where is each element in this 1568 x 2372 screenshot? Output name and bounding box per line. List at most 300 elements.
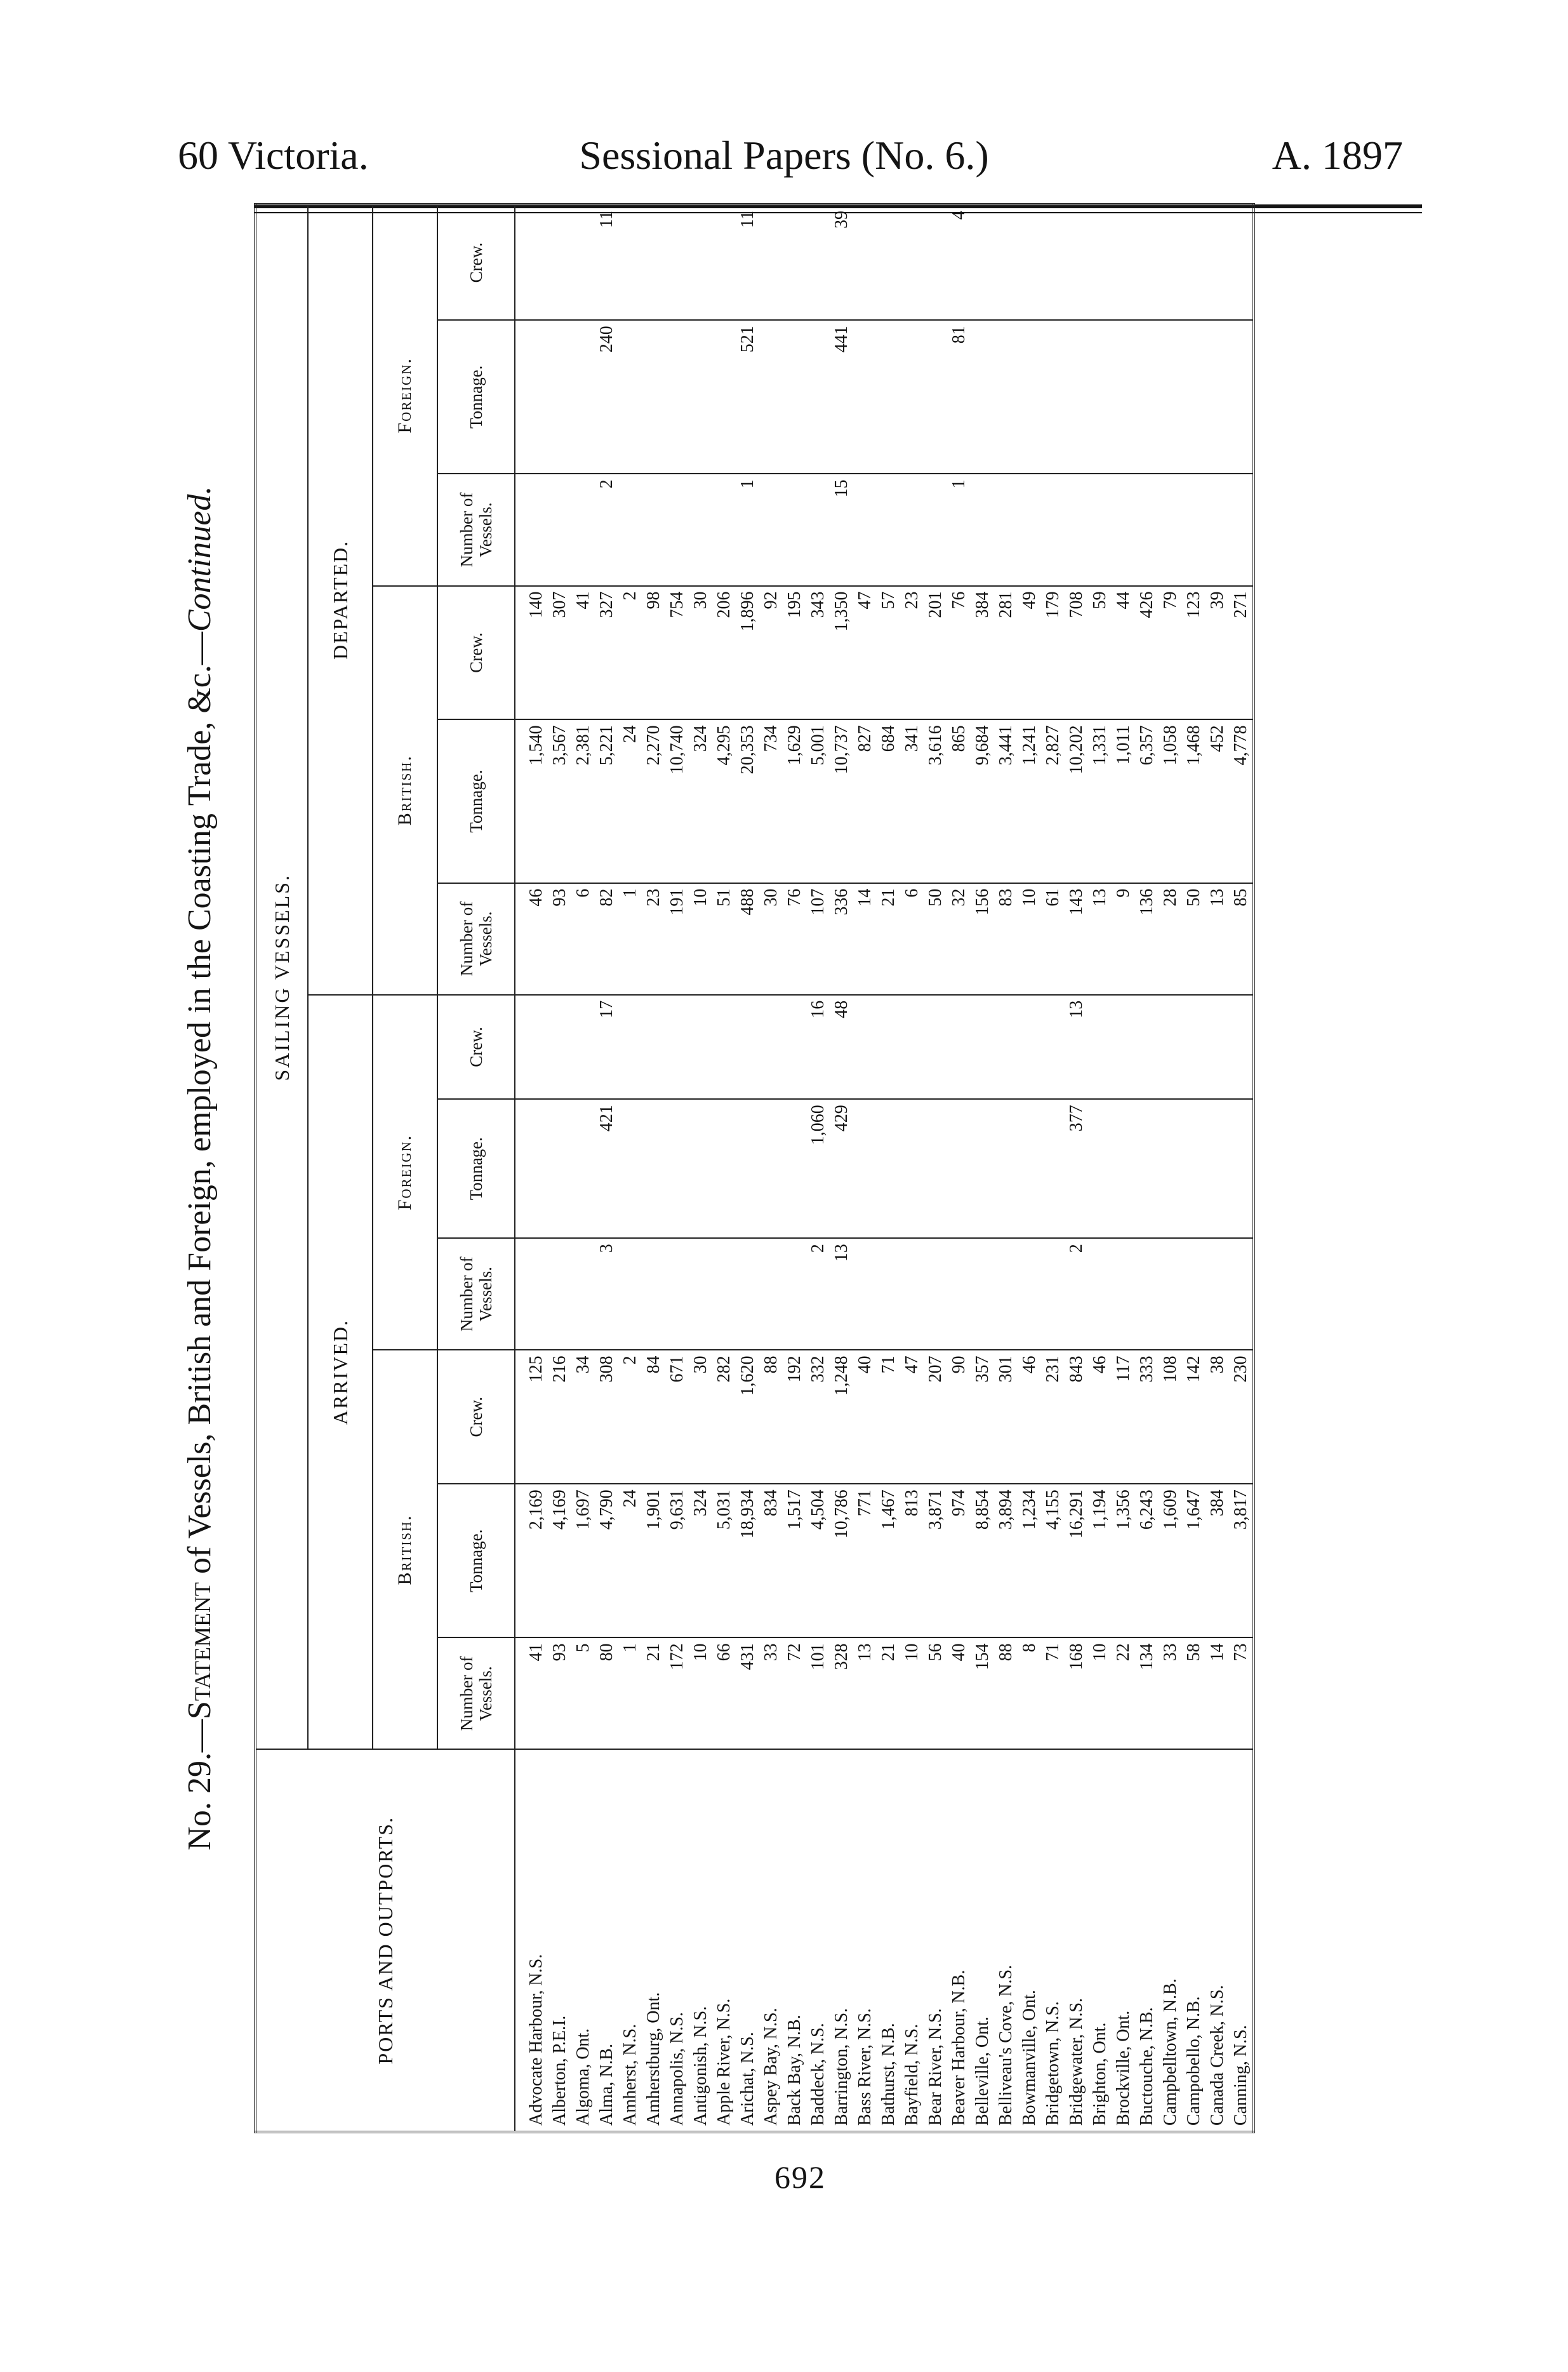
arrived-foreign-crew [1112,995,1135,1100]
departed-british-crew: 140 [515,586,548,720]
departed-british-tonnage: 20,353 [736,719,759,883]
arrived-foreign-number [900,1238,924,1350]
departed-british-crew: 179 [1041,586,1065,720]
arrived-british-crew: 192 [783,1350,806,1484]
arrived-foreign-crew [515,995,548,1100]
port-name: Bayfield, N.S. [900,1749,924,2132]
departed-foreign-crew [548,204,571,320]
departed-british-tonnage: 9,684 [971,719,994,883]
departed-foreign-number [1018,474,1041,585]
departed-british-crew: 59 [1088,586,1112,720]
departed-british-number: 21 [877,883,900,995]
col-header-crew: Crew. [437,1350,515,1484]
arrived-foreign-tonnage [1112,1099,1135,1238]
arrived-british-number: 33 [759,1637,783,1749]
departed-british-crew: 271 [1229,586,1254,720]
departed-british-number: 61 [1041,883,1065,995]
arrived-foreign-tonnage [665,1099,689,1238]
arrived-foreign-number [1159,1238,1182,1350]
arrived-british-number: 33 [1159,1637,1182,1749]
departed-british-crew: 92 [759,586,783,720]
port-name: Bass River, N.S. [853,1749,877,2132]
departed-british-crew: 1,350 [830,586,853,720]
arrived-british-number: 41 [515,1637,548,1749]
departed-british-tonnage: 3,567 [548,719,571,883]
arrived-foreign-crew [642,995,665,1100]
departed-foreign-tonnage [783,320,806,474]
departed-foreign-crew [642,204,665,320]
departed-british-number: 13 [1088,883,1112,995]
port-name: Back Bay, N.B. [783,1749,806,2132]
arrived-british-number: 8 [1018,1637,1041,1749]
departed-british-number: 9 [1112,883,1135,995]
arrived-foreign-number [877,1238,900,1350]
arrived-british-number: 66 [712,1637,736,1749]
departed-foreign-number [759,474,783,585]
departed-foreign-number [1041,474,1065,585]
arrived-british-crew: 84 [642,1350,665,1484]
departed-foreign-tonnage [1206,320,1229,474]
arrived-british-crew: 142 [1182,1350,1206,1484]
arrived-foreign-number [1088,1238,1112,1350]
arrived-british-number: 168 [1065,1637,1088,1749]
arrived-foreign-number [1229,1238,1254,1350]
arrived-foreign-crew: 48 [830,995,853,1100]
departed-foreign-number [1229,474,1254,585]
departed-british-crew: 1,896 [736,586,759,720]
departed-british-tonnage: 734 [759,719,783,883]
arrived-foreign-crew [1229,995,1254,1100]
departed-british-number: 46 [515,883,548,995]
departed-foreign-tonnage [1159,320,1182,474]
session-label: 60 Victoria. [178,133,369,178]
table-row [1182,204,1206,2132]
departed-foreign-tonnage [712,320,736,474]
arrived-foreign-tonnage [994,1099,1018,1238]
arrived-foreign-crew [1088,995,1112,1100]
arrived-british-tonnage: 10,786 [830,1484,853,1637]
page-number: 692 [774,2159,826,2195]
departed-british-number: 10 [689,883,712,995]
table-row [1041,204,1065,2132]
arrived-foreign-tonnage [971,1099,994,1238]
departed-foreign-number: 2 [595,474,618,585]
departed-foreign-crew [877,204,900,320]
arrived-foreign-number [759,1238,783,1350]
departed-british-crew: 327 [595,586,618,720]
col-header-crew: Crew. [437,204,515,320]
departed-foreign-number [618,474,642,585]
table-row [1065,204,1088,2132]
departed-british-tonnage: 1,241 [1018,719,1041,883]
departed-foreign-number: 1 [736,474,759,585]
departed-foreign-tonnage [571,320,595,474]
arrived-british-crew: 301 [994,1350,1018,1484]
departed-british-crew: 47 [853,586,877,720]
table-row [712,204,736,2132]
arrived-foreign-crew [783,995,806,1100]
departed-british-crew: 123 [1182,586,1206,720]
arrived-foreign-tonnage [1041,1099,1065,1238]
departed-foreign-crew [1018,204,1041,320]
arrived-foreign-crew: 16 [806,995,830,1100]
departed-foreign-crew [571,204,595,320]
departed-british-number: 83 [994,883,1018,995]
departed-foreign-number [877,474,900,585]
table-row [924,204,947,2132]
table-row [947,204,971,2132]
departed-british-crew: 30 [689,586,712,720]
arrived-foreign-heading: Foreign. [373,995,437,1350]
arrived-british-tonnage: 1,517 [783,1484,806,1637]
table-row [1112,204,1135,2132]
departed-foreign-number [1159,474,1182,585]
table-row [830,204,853,2132]
departed-british-crew: 708 [1065,586,1088,720]
port-name: Bridgewater, N.S. [1065,1749,1088,2132]
arrived-foreign-tonnage [1206,1099,1229,1238]
arrived-british-tonnage: 1,609 [1159,1484,1182,1637]
departed-british-number: 143 [1065,883,1088,995]
departed-british-tonnage: 1,058 [1159,719,1182,883]
departed-british-number: 50 [1182,883,1206,995]
table-row [994,204,1018,2132]
arrived-british-number: 172 [665,1637,689,1749]
arrived-heading: ARRIVED. [308,995,373,1750]
arrived-foreign-tonnage [1229,1099,1254,1238]
port-name: Bridgetown, N.S. [1041,1749,1065,2132]
departed-british-crew: 384 [971,586,994,720]
departed-british-tonnage: 2,381 [571,719,595,883]
arrived-british-crew: 125 [515,1350,548,1484]
arrived-foreign-number [548,1238,571,1350]
departed-british-crew: 49 [1018,586,1041,720]
departed-british-number: 1 [618,883,642,995]
departed-british-number: 50 [924,883,947,995]
departed-foreign-number [1112,474,1135,585]
arrived-british-tonnage: 3,817 [1229,1484,1254,1637]
table-body [515,204,1254,2132]
arrived-british-number: 71 [1041,1637,1065,1749]
departed-british-number: 336 [830,883,853,995]
arrived-british-number: 40 [947,1637,971,1749]
departed-british-tonnage: 452 [1206,719,1229,883]
arrived-foreign-number [515,1238,548,1350]
departed-foreign-number [548,474,571,585]
departed-foreign-tonnage [806,320,830,474]
departed-foreign-crew [924,204,947,320]
departed-british-number: 10 [1018,883,1041,995]
caption-prefix: No. 29.— [182,1719,218,1851]
table-row [1018,204,1041,2132]
departed-british-tonnage: 865 [947,719,971,883]
departed-foreign-tonnage [1112,320,1135,474]
table-row [571,204,595,2132]
arrived-foreign-crew [900,995,924,1100]
departed-foreign-number [1065,474,1088,585]
departed-british-tonnage: 10,737 [830,719,853,883]
departed-british-crew: 343 [806,586,830,720]
departed-british-number: 136 [1135,883,1159,995]
departed-british-tonnage: 341 [900,719,924,883]
departed-foreign-crew [1159,204,1182,320]
arrived-british-number: 154 [971,1637,994,1749]
arrived-british-crew: 231 [1041,1350,1065,1484]
arrived-foreign-number: 3 [595,1238,618,1350]
departed-foreign-tonnage: 521 [736,320,759,474]
arrived-british-crew: 47 [900,1350,924,1484]
arrived-british-number: 13 [853,1637,877,1749]
departed-foreign-crew: 39 [830,204,853,320]
arrived-foreign-crew [759,995,783,1100]
port-name: Canada Creek, N.S. [1206,1749,1229,2132]
arrived-foreign-crew [618,995,642,1100]
departed-foreign-crew [1065,204,1088,320]
arrived-british-tonnage: 974 [947,1484,971,1637]
arrived-british-tonnage: 834 [759,1484,783,1637]
departed-foreign-crew [515,204,548,320]
arrived-foreign-number [971,1238,994,1350]
caption-statement: Statement [182,1582,218,1719]
table-row [618,204,642,2132]
port-name: Baddeck, N.S. [806,1749,830,2132]
arrived-foreign-crew [1182,995,1206,1100]
arrived-british-number: 56 [924,1637,947,1749]
arrived-british-crew: 2 [618,1350,642,1484]
port-name: Bowmanville, Ont. [1018,1749,1041,2132]
arrived-british-number: 80 [595,1637,618,1749]
arrived-british-tonnage: 4,155 [1041,1484,1065,1637]
table-row [853,204,877,2132]
arrived-british-tonnage: 324 [689,1484,712,1637]
departed-foreign-number [1135,474,1159,585]
arrived-foreign-crew [1018,995,1041,1100]
port-name: Antigonish, N.S. [689,1749,712,2132]
departed-british-crew: 76 [947,586,971,720]
departed-foreign-tonnage [548,320,571,474]
arrived-british-number: 10 [689,1637,712,1749]
departed-british-tonnage: 4,778 [1229,719,1254,883]
arrived-british-crew: 308 [595,1350,618,1484]
col-header-tonnage: Tonnage. [437,1484,515,1637]
departed-foreign-number [853,474,877,585]
arrived-british-number: 21 [877,1637,900,1749]
departed-foreign-tonnage [900,320,924,474]
page-header [0,127,1568,184]
arrived-british-crew: 46 [1018,1350,1041,1484]
departed-british-tonnage: 827 [853,719,877,883]
arrived-british-tonnage: 3,871 [924,1484,947,1637]
port-name: Alma, N.B. [595,1749,618,2132]
table-row [1206,204,1229,2132]
arrived-foreign-tonnage [618,1099,642,1238]
arrived-british-crew: 1,620 [736,1350,759,1484]
col-header-number: Number of Vessels. [437,1637,515,1749]
departed-british-number: 107 [806,883,830,995]
departed-foreign-crew [1112,204,1135,320]
arrived-british-tonnage: 9,631 [665,1484,689,1637]
arrived-foreign-crew [1159,995,1182,1100]
departed-british-tonnage: 2,827 [1041,719,1065,883]
arrived-foreign-tonnage [571,1099,595,1238]
port-name: Aspey Bay, N.S. [759,1749,783,2132]
arrived-british-tonnage: 1,647 [1182,1484,1206,1637]
arrived-british-number: 1 [618,1637,642,1749]
departed-foreign-tonnage [971,320,994,474]
departed-foreign-crew [1135,204,1159,320]
departed-foreign-tonnage: 441 [830,320,853,474]
departed-british-tonnage: 5,221 [595,719,618,883]
departed-british-crew: 44 [1112,586,1135,720]
port-name: Belliveau's Cove, N.S. [994,1749,1018,2132]
departed-british-tonnage: 4,295 [712,719,736,883]
departed-british-crew: 426 [1135,586,1159,720]
arrived-british-crew: 71 [877,1350,900,1484]
departed-british-tonnage: 3,616 [924,719,947,883]
arrived-foreign-crew [947,995,971,1100]
arrived-british-tonnage: 1,356 [1112,1484,1135,1637]
departed-foreign-crew: 11 [595,204,618,320]
arrived-foreign-number [1112,1238,1135,1350]
departed-foreign-tonnage [1182,320,1206,474]
table-row [806,204,830,2132]
arrived-foreign-crew [971,995,994,1100]
departed-foreign-tonnage [853,320,877,474]
departed-foreign-tonnage [642,320,665,474]
table-row [595,204,618,2132]
departed-british-number: 156 [971,883,994,995]
departed-british-number: 488 [736,883,759,995]
arrived-british-number: 93 [548,1637,571,1749]
arrived-foreign-number [689,1238,712,1350]
port-name: Amherstburg, Ont. [642,1749,665,2132]
departed-foreign-crew [689,204,712,320]
arrived-british-crew: 671 [665,1350,689,1484]
port-name: Alberton, P.E.I. [548,1749,571,2132]
departed-foreign-crew [712,204,736,320]
arrived-foreign-tonnage [1182,1099,1206,1238]
arrived-foreign-crew [689,995,712,1100]
port-name: Beaver Harbour, N.B. [947,1749,971,2132]
arrived-british-tonnage: 771 [853,1484,877,1637]
arrived-british-number: 328 [830,1637,853,1749]
departed-british-tonnage: 5,001 [806,719,830,883]
departed-foreign-tonnage [994,320,1018,474]
arrived-foreign-tonnage [548,1099,571,1238]
departed-foreign-tonnage [515,320,548,474]
table-row [548,204,571,2132]
arrived-british-crew: 40 [853,1350,877,1484]
coasting-trade-table [254,203,1255,2133]
sessional-papers-label: Sessional Papers (No. 6.) [579,133,989,178]
departed-british-number: 13 [1206,883,1229,995]
arrived-foreign-number [642,1238,665,1350]
arrived-foreign-crew [736,995,759,1100]
arrived-foreign-crew: 17 [595,995,618,1100]
arrived-foreign-crew [924,995,947,1100]
arrived-british-crew: 34 [571,1350,595,1484]
departed-british-tonnage: 24 [618,719,642,883]
arrived-british-tonnage: 1,234 [1018,1484,1041,1637]
arrived-foreign-number [853,1238,877,1350]
departed-british-crew: 754 [665,586,689,720]
arrived-foreign-tonnage [1159,1099,1182,1238]
arrived-british-number: 73 [1229,1637,1254,1749]
arrived-foreign-crew [1206,995,1229,1100]
arrived-foreign-number [618,1238,642,1350]
arrived-british-tonnage: 4,790 [595,1484,618,1637]
arrived-foreign-crew: 13 [1065,995,1088,1100]
departed-foreign-number: 15 [830,474,853,585]
arrived-british-tonnage: 384 [1206,1484,1229,1637]
arrived-foreign-crew [1135,995,1159,1100]
departed-foreign-tonnage [618,320,642,474]
port-name: Apple River, N.S. [712,1749,736,2132]
departed-foreign-crew [618,204,642,320]
arrived-foreign-number: 2 [806,1238,830,1350]
arrived-foreign-number [994,1238,1018,1350]
arrived-british-tonnage: 1,901 [642,1484,665,1637]
ports-heading: PORTS AND OUTPORTS. [255,1749,515,2132]
arrived-foreign-tonnage [900,1099,924,1238]
port-name: Campbelltown, N.B. [1159,1749,1182,2132]
arrived-british-crew: 108 [1159,1350,1182,1484]
col-header-number: Number of Vessels. [437,1238,515,1350]
arrived-foreign-tonnage [1088,1099,1112,1238]
arrived-british-crew: 282 [712,1350,736,1484]
departed-british-crew: 41 [571,586,595,720]
departed-foreign-crew [1041,204,1065,320]
arrived-british-number: 431 [736,1637,759,1749]
departed-foreign-number [1088,474,1112,585]
arrived-foreign-number [924,1238,947,1350]
departed-foreign-crew: 4 [947,204,971,320]
arrived-foreign-tonnage [712,1099,736,1238]
arrived-british-crew: 38 [1206,1350,1229,1484]
port-name: Canning, N.S. [1229,1749,1254,2132]
departed-foreign-crew [1229,204,1254,320]
departed-british-tonnage: 2,270 [642,719,665,883]
arrived-foreign-crew [571,995,595,1100]
departed-foreign-crew [759,204,783,320]
departed-british-crew: 201 [924,586,947,720]
departed-foreign-tonnage [1065,320,1088,474]
departed-british-crew: 2 [618,586,642,720]
port-name: Bear River, N.S. [924,1749,947,2132]
arrived-british-crew: 357 [971,1350,994,1484]
table-row [877,204,900,2132]
arrived-foreign-crew [1041,995,1065,1100]
table-row [783,204,806,2132]
departed-british-number: 191 [665,883,689,995]
arrived-foreign-number [736,1238,759,1350]
departed-foreign-tonnage [759,320,783,474]
departed-foreign-tonnage [665,320,689,474]
arrived-british-tonnage: 1,467 [877,1484,900,1637]
port-name: Campobello, N.B. [1182,1749,1206,2132]
arrived-british-tonnage: 4,504 [806,1484,830,1637]
arrived-foreign-crew [712,995,736,1100]
departed-foreign-crew [1206,204,1229,320]
departed-foreign-tonnage: 240 [595,320,618,474]
departed-british-crew: 307 [548,586,571,720]
departed-british-tonnage: 1,011 [1112,719,1135,883]
departed-british-tonnage: 684 [877,719,900,883]
departed-foreign-number [900,474,924,585]
departed-british-number: 30 [759,883,783,995]
departed-foreign-number [712,474,736,585]
arrived-foreign-number [1135,1238,1159,1350]
